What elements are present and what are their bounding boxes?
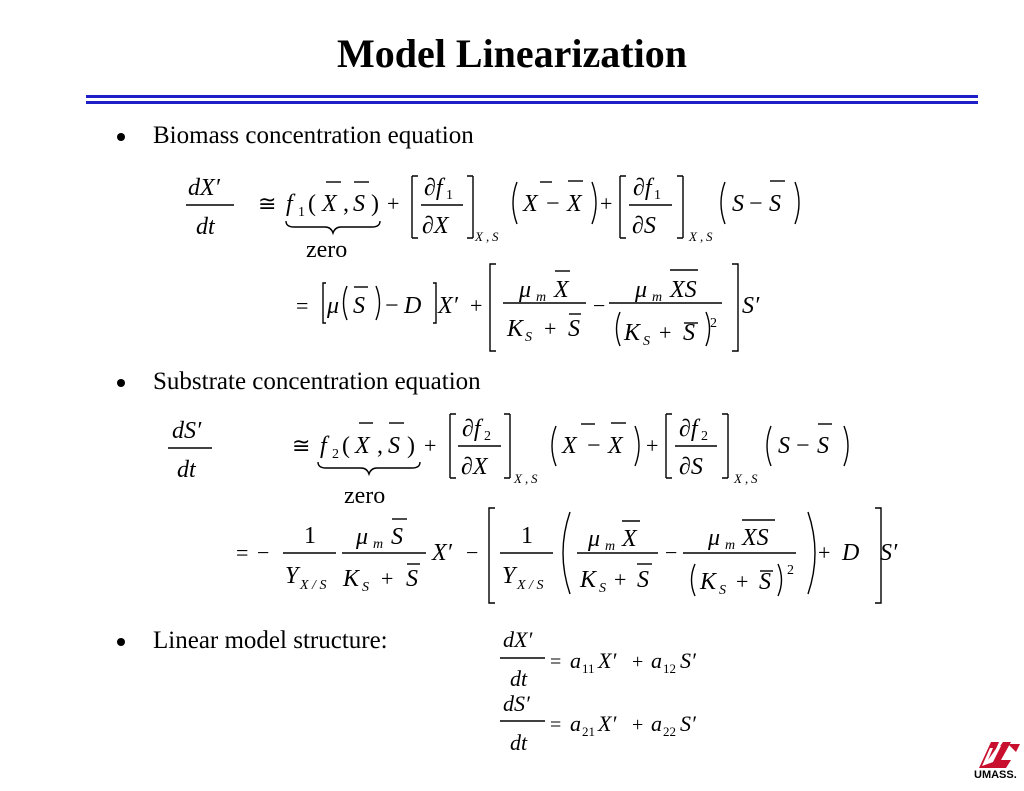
svg-text:S: S — [683, 320, 695, 346]
svg-text:X′: X′ — [438, 293, 458, 319]
svg-text:m: m — [652, 290, 663, 305]
svg-text:+: + — [632, 651, 644, 673]
svg-text:Y: Y — [285, 563, 299, 589]
svg-text:X′: X′ — [598, 711, 617, 736]
svg-text:S′: S′ — [680, 648, 696, 673]
svg-text:μ: μ — [708, 525, 721, 551]
svg-text:μ: μ — [327, 293, 340, 319]
svg-text:2: 2 — [710, 316, 717, 331]
svg-text:2: 2 — [787, 563, 794, 578]
svg-text:S: S — [362, 580, 369, 595]
svg-text:μ: μ — [588, 526, 601, 552]
svg-text:dS′: dS′ — [503, 691, 530, 716]
svg-text:dt: dt — [510, 666, 528, 691]
svg-text:+: + — [736, 569, 749, 594]
svg-text:μ: μ — [635, 277, 648, 303]
svg-text:μ: μ — [519, 277, 532, 303]
svg-text:XS: XS — [670, 277, 697, 303]
svg-text:−: − — [593, 293, 606, 318]
svg-text:X: X — [567, 191, 582, 217]
svg-text:+: + — [600, 191, 613, 216]
svg-text:m: m — [536, 290, 547, 305]
svg-text:,: , — [377, 433, 383, 459]
svg-text:X′: X′ — [598, 648, 617, 673]
svg-text:12: 12 — [663, 661, 676, 676]
svg-text:,: , — [343, 191, 349, 217]
svg-text:+: + — [470, 293, 483, 318]
svg-text:a: a — [651, 648, 662, 673]
svg-text:K: K — [624, 320, 641, 346]
svg-text:−: − — [587, 433, 601, 459]
svg-text:dt: dt — [196, 214, 215, 240]
svg-text:S: S — [406, 566, 418, 592]
svg-text:=: = — [550, 651, 562, 673]
svg-text:S: S — [353, 191, 365, 217]
svg-text:2: 2 — [332, 447, 339, 462]
svg-text:S: S — [706, 229, 713, 244]
svg-text:+: + — [387, 191, 400, 216]
svg-text:Y: Y — [502, 563, 516, 589]
svg-text:S: S — [778, 433, 790, 459]
svg-text:X / S: X / S — [517, 578, 544, 593]
svg-text:S: S — [817, 433, 829, 459]
svg-text:−: − — [749, 191, 763, 217]
svg-text:22: 22 — [663, 724, 676, 739]
svg-text:S: S — [388, 433, 400, 459]
svg-text:,: , — [525, 471, 529, 486]
bullet-text: Biomass concentration equation — [153, 122, 474, 149]
svg-text:f: f — [320, 433, 327, 459]
svg-text:11: 11 — [582, 661, 595, 676]
svg-text:−: − — [665, 540, 678, 565]
zero-label: zero — [344, 483, 386, 509]
svg-text:∂f: ∂f — [424, 175, 443, 201]
svg-text:S: S — [751, 471, 758, 486]
svg-text:S′: S′ — [880, 540, 898, 566]
svg-text:S: S — [531, 471, 538, 486]
svg-text:a: a — [651, 711, 662, 736]
svg-text:X: X — [608, 433, 623, 459]
svg-text:2: 2 — [701, 429, 708, 444]
svg-text:S: S — [568, 316, 580, 342]
svg-text:1: 1 — [446, 188, 453, 203]
svg-text:dt: dt — [177, 457, 196, 483]
svg-text:+: + — [424, 433, 437, 458]
svg-text:S: S — [637, 567, 649, 593]
umass-logo-text: UMASS. — [974, 769, 1017, 781]
svg-text:μ: μ — [356, 524, 369, 550]
svg-text:∂f: ∂f — [633, 175, 652, 201]
svg-text:m: m — [373, 537, 384, 552]
svg-text:1: 1 — [304, 523, 316, 549]
svg-text:X: X — [322, 191, 337, 217]
svg-text:∂X: ∂X — [461, 454, 488, 480]
svg-text:∂S: ∂S — [632, 213, 656, 239]
svg-text:X / S: X / S — [300, 578, 327, 593]
svg-text:f: f — [286, 191, 293, 217]
svg-text:K: K — [507, 316, 524, 342]
svg-text:+: + — [614, 567, 627, 592]
svg-text:1: 1 — [298, 205, 305, 220]
svg-text:S: S — [719, 583, 726, 598]
svg-text:S: S — [525, 330, 532, 345]
svg-text:S: S — [599, 581, 606, 596]
svg-text:=: = — [550, 714, 562, 736]
svg-text:,: , — [745, 471, 749, 486]
svg-text:S: S — [391, 524, 403, 550]
svg-text:−: − — [796, 433, 810, 459]
svg-text:∂S: ∂S — [679, 454, 703, 480]
slide-title: Model Linearization — [337, 31, 687, 76]
svg-text:K: K — [343, 566, 360, 592]
svg-text:−: − — [466, 540, 479, 565]
svg-text:1: 1 — [521, 523, 533, 549]
zero-label: zero — [306, 237, 348, 263]
svg-text:X: X — [562, 433, 577, 459]
svg-text:S′: S′ — [680, 711, 696, 736]
svg-text:a: a — [570, 648, 581, 673]
svg-text:S′: S′ — [742, 293, 760, 319]
svg-text:S: S — [643, 334, 650, 349]
svg-text:,: , — [700, 229, 704, 244]
svg-text:X: X — [514, 471, 522, 486]
svg-text:X: X — [622, 526, 637, 552]
svg-text:X′: X′ — [432, 540, 452, 566]
svg-text:(: ( — [342, 433, 350, 459]
svg-text:1: 1 — [654, 188, 661, 203]
svg-text:m: m — [725, 538, 736, 553]
bullet-text: Substrate concentration equation — [153, 368, 481, 395]
svg-text:≅: ≅ — [292, 433, 311, 458]
svg-text:): ) — [407, 433, 415, 459]
svg-text:+: + — [632, 714, 644, 736]
svg-text:D: D — [842, 540, 860, 566]
svg-text:∂X: ∂X — [422, 213, 449, 239]
svg-text:dS′: dS′ — [172, 418, 202, 444]
svg-text:X: X — [734, 471, 742, 486]
svg-text:X: X — [523, 191, 538, 217]
svg-text:m: m — [605, 539, 616, 554]
svg-text:XS: XS — [742, 525, 769, 551]
svg-text:≅: ≅ — [258, 191, 277, 216]
svg-text:S: S — [492, 229, 499, 244]
svg-text:dX′: dX′ — [188, 175, 220, 201]
svg-text:S: S — [769, 191, 781, 217]
svg-text:+: + — [381, 566, 394, 591]
svg-text:K: K — [700, 569, 717, 595]
svg-text:dX′: dX′ — [503, 627, 533, 652]
svg-text:X: X — [355, 433, 370, 459]
svg-text:X: X — [689, 229, 697, 244]
svg-text:−: − — [385, 293, 399, 319]
svg-text:a: a — [570, 711, 581, 736]
svg-text:=: = — [236, 540, 249, 565]
svg-text:,: , — [486, 229, 490, 244]
svg-text:(: ( — [308, 191, 316, 217]
svg-text:−: − — [546, 191, 560, 217]
svg-text:=: = — [296, 293, 309, 318]
svg-text:X: X — [475, 229, 483, 244]
svg-text:−: − — [257, 540, 270, 565]
svg-text:D: D — [404, 293, 422, 319]
svg-text:K: K — [580, 567, 597, 593]
svg-text:+: + — [646, 433, 659, 458]
umass-logo-icon — [976, 738, 1022, 784]
svg-text:∂f: ∂f — [462, 416, 481, 442]
svg-text:S: S — [353, 293, 365, 319]
bullet-text: Linear model structure: — [153, 627, 388, 654]
svg-text:X: X — [554, 277, 569, 303]
svg-text:): ) — [371, 191, 379, 217]
svg-text:+: + — [659, 320, 672, 345]
svg-text:S: S — [732, 191, 744, 217]
svg-text:+: + — [818, 540, 831, 565]
svg-text:∂f: ∂f — [679, 416, 698, 442]
svg-text:21: 21 — [582, 724, 595, 739]
svg-text:dt: dt — [510, 730, 528, 755]
svg-text:2: 2 — [484, 429, 491, 444]
svg-text:+: + — [544, 316, 557, 341]
svg-text:S: S — [759, 569, 771, 595]
